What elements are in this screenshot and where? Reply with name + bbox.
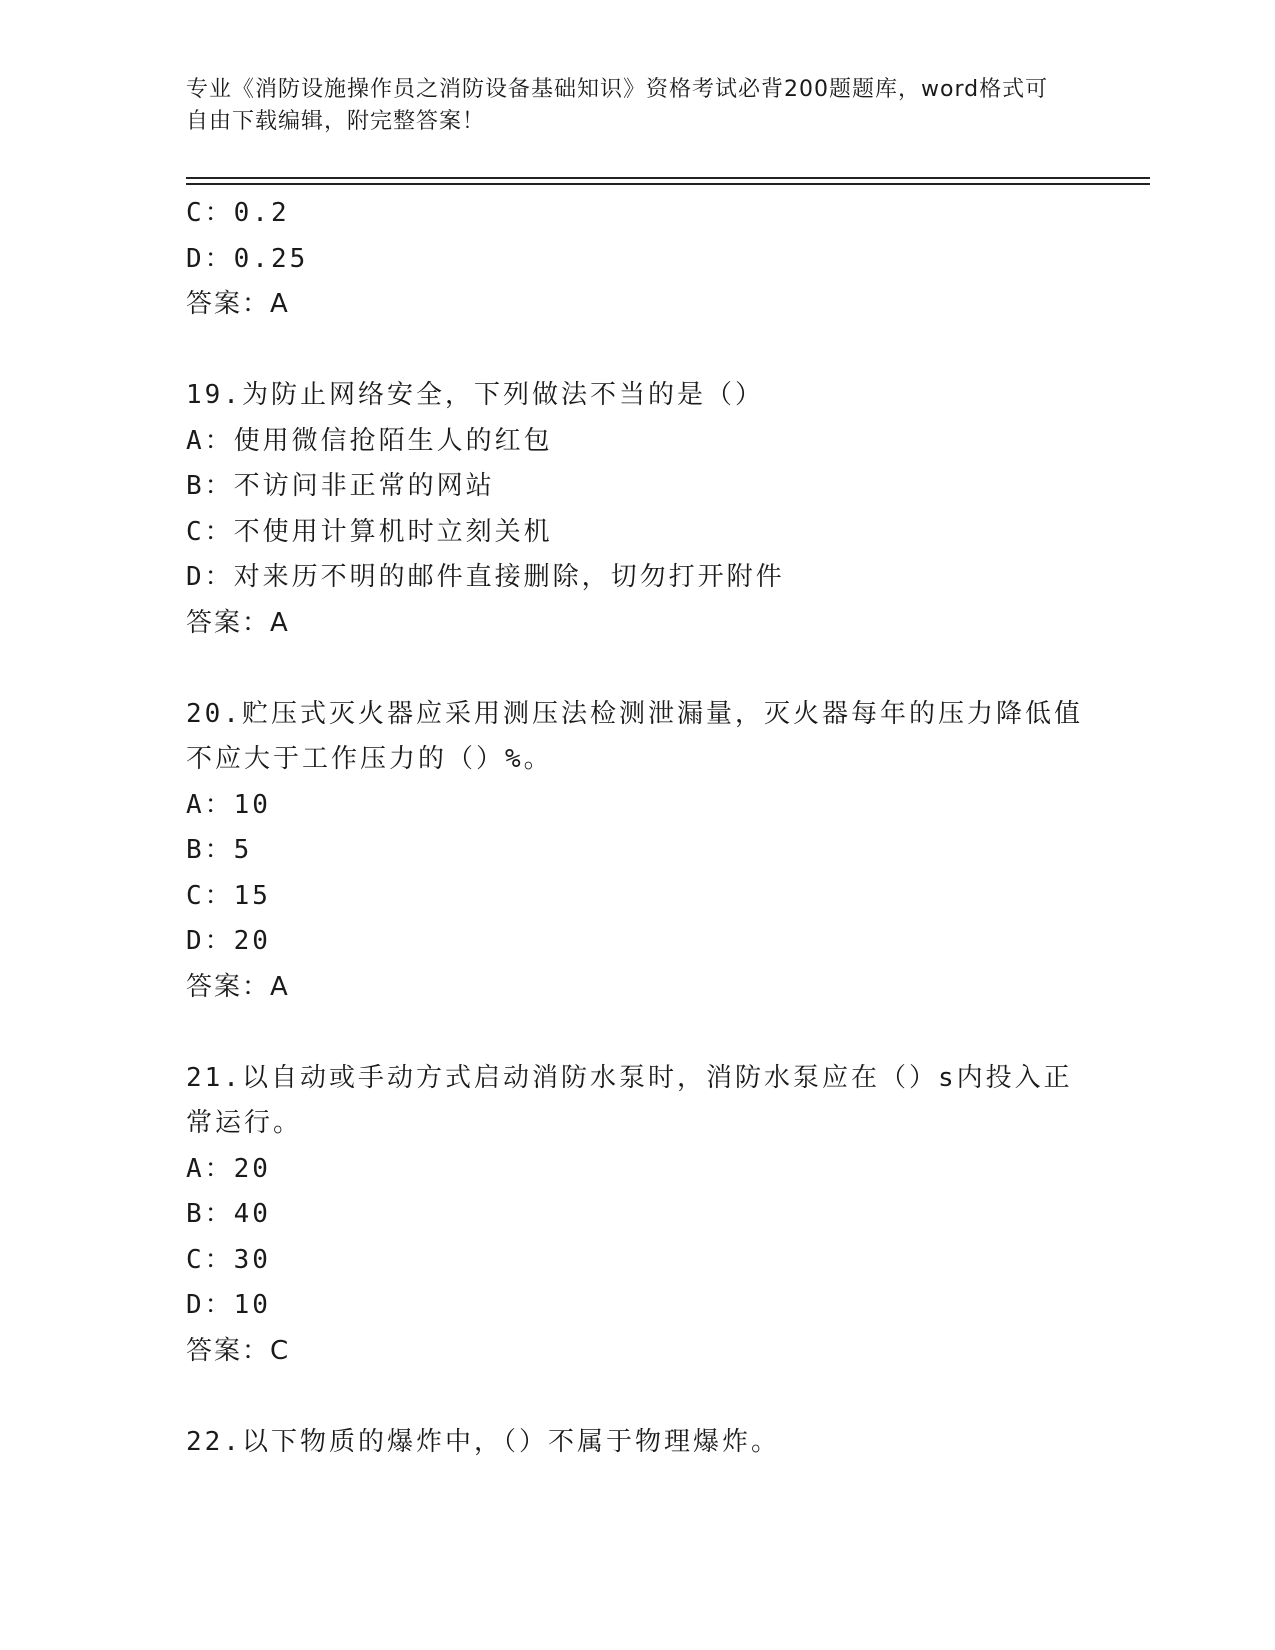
question-stem: 22.以下物质的爆炸中，（）不属于物理爆炸。 xyxy=(186,1426,780,1457)
option-c: C：不使用计算机时立刻关机 xyxy=(186,516,553,547)
question-stem-line-1: 20.贮压式灭火器应采用测压法检测泄漏量，灭火器每年的压力降低值 xyxy=(186,698,1083,729)
option-c: C：15 xyxy=(186,880,271,911)
document-header: 专业《消防设施操作员之消防设备基础知识》资格考试必背200题题库，word格式可自由下载编辑，附完整答案！ xyxy=(186,77,1049,134)
option-c: C：30 xyxy=(186,1244,271,1275)
answer: 答案：C xyxy=(186,1335,291,1366)
answer: 答案：A xyxy=(186,289,290,319)
option-d: D：10 xyxy=(186,1290,271,1320)
option-b: B：不访问非正常的网站 xyxy=(186,471,495,501)
spacer xyxy=(186,328,1086,374)
question-stem-line-2: 常运行。 xyxy=(186,1108,303,1138)
answer: 答案：A xyxy=(186,607,290,638)
document-body xyxy=(186,191,1086,1465)
option-a: A：20 xyxy=(186,1153,271,1184)
option-c: C：0.2 xyxy=(186,198,290,228)
answer: 答案：A xyxy=(186,971,290,1002)
option-a: A：使用微信抢陌生人的红包 xyxy=(186,425,553,456)
question-stem-line-1: 21.以自动或手动方式启动消防水泵时，消防水泵应在（）s内投入正 xyxy=(186,1062,1073,1093)
option-b: B：40 xyxy=(186,1199,271,1229)
spacer xyxy=(186,1010,1086,1056)
question-stem: 19.为防止网络安全，下列做法不当的是（） xyxy=(186,380,764,410)
option-a: A：10 xyxy=(186,789,271,820)
option-d: D：20 xyxy=(186,926,271,956)
option-b: B：5 xyxy=(186,835,253,865)
option-d: D：对来历不明的邮件直接删除，切勿打开附件 xyxy=(186,562,785,592)
header-divider-bottom xyxy=(186,183,1150,185)
spacer xyxy=(186,1374,1086,1420)
header-divider-top xyxy=(186,177,1150,179)
question-stem-line-2: 不应大于工作压力的（）%。 xyxy=(186,744,553,774)
spacer xyxy=(186,646,1086,692)
option-d: D：0.25 xyxy=(186,243,309,274)
